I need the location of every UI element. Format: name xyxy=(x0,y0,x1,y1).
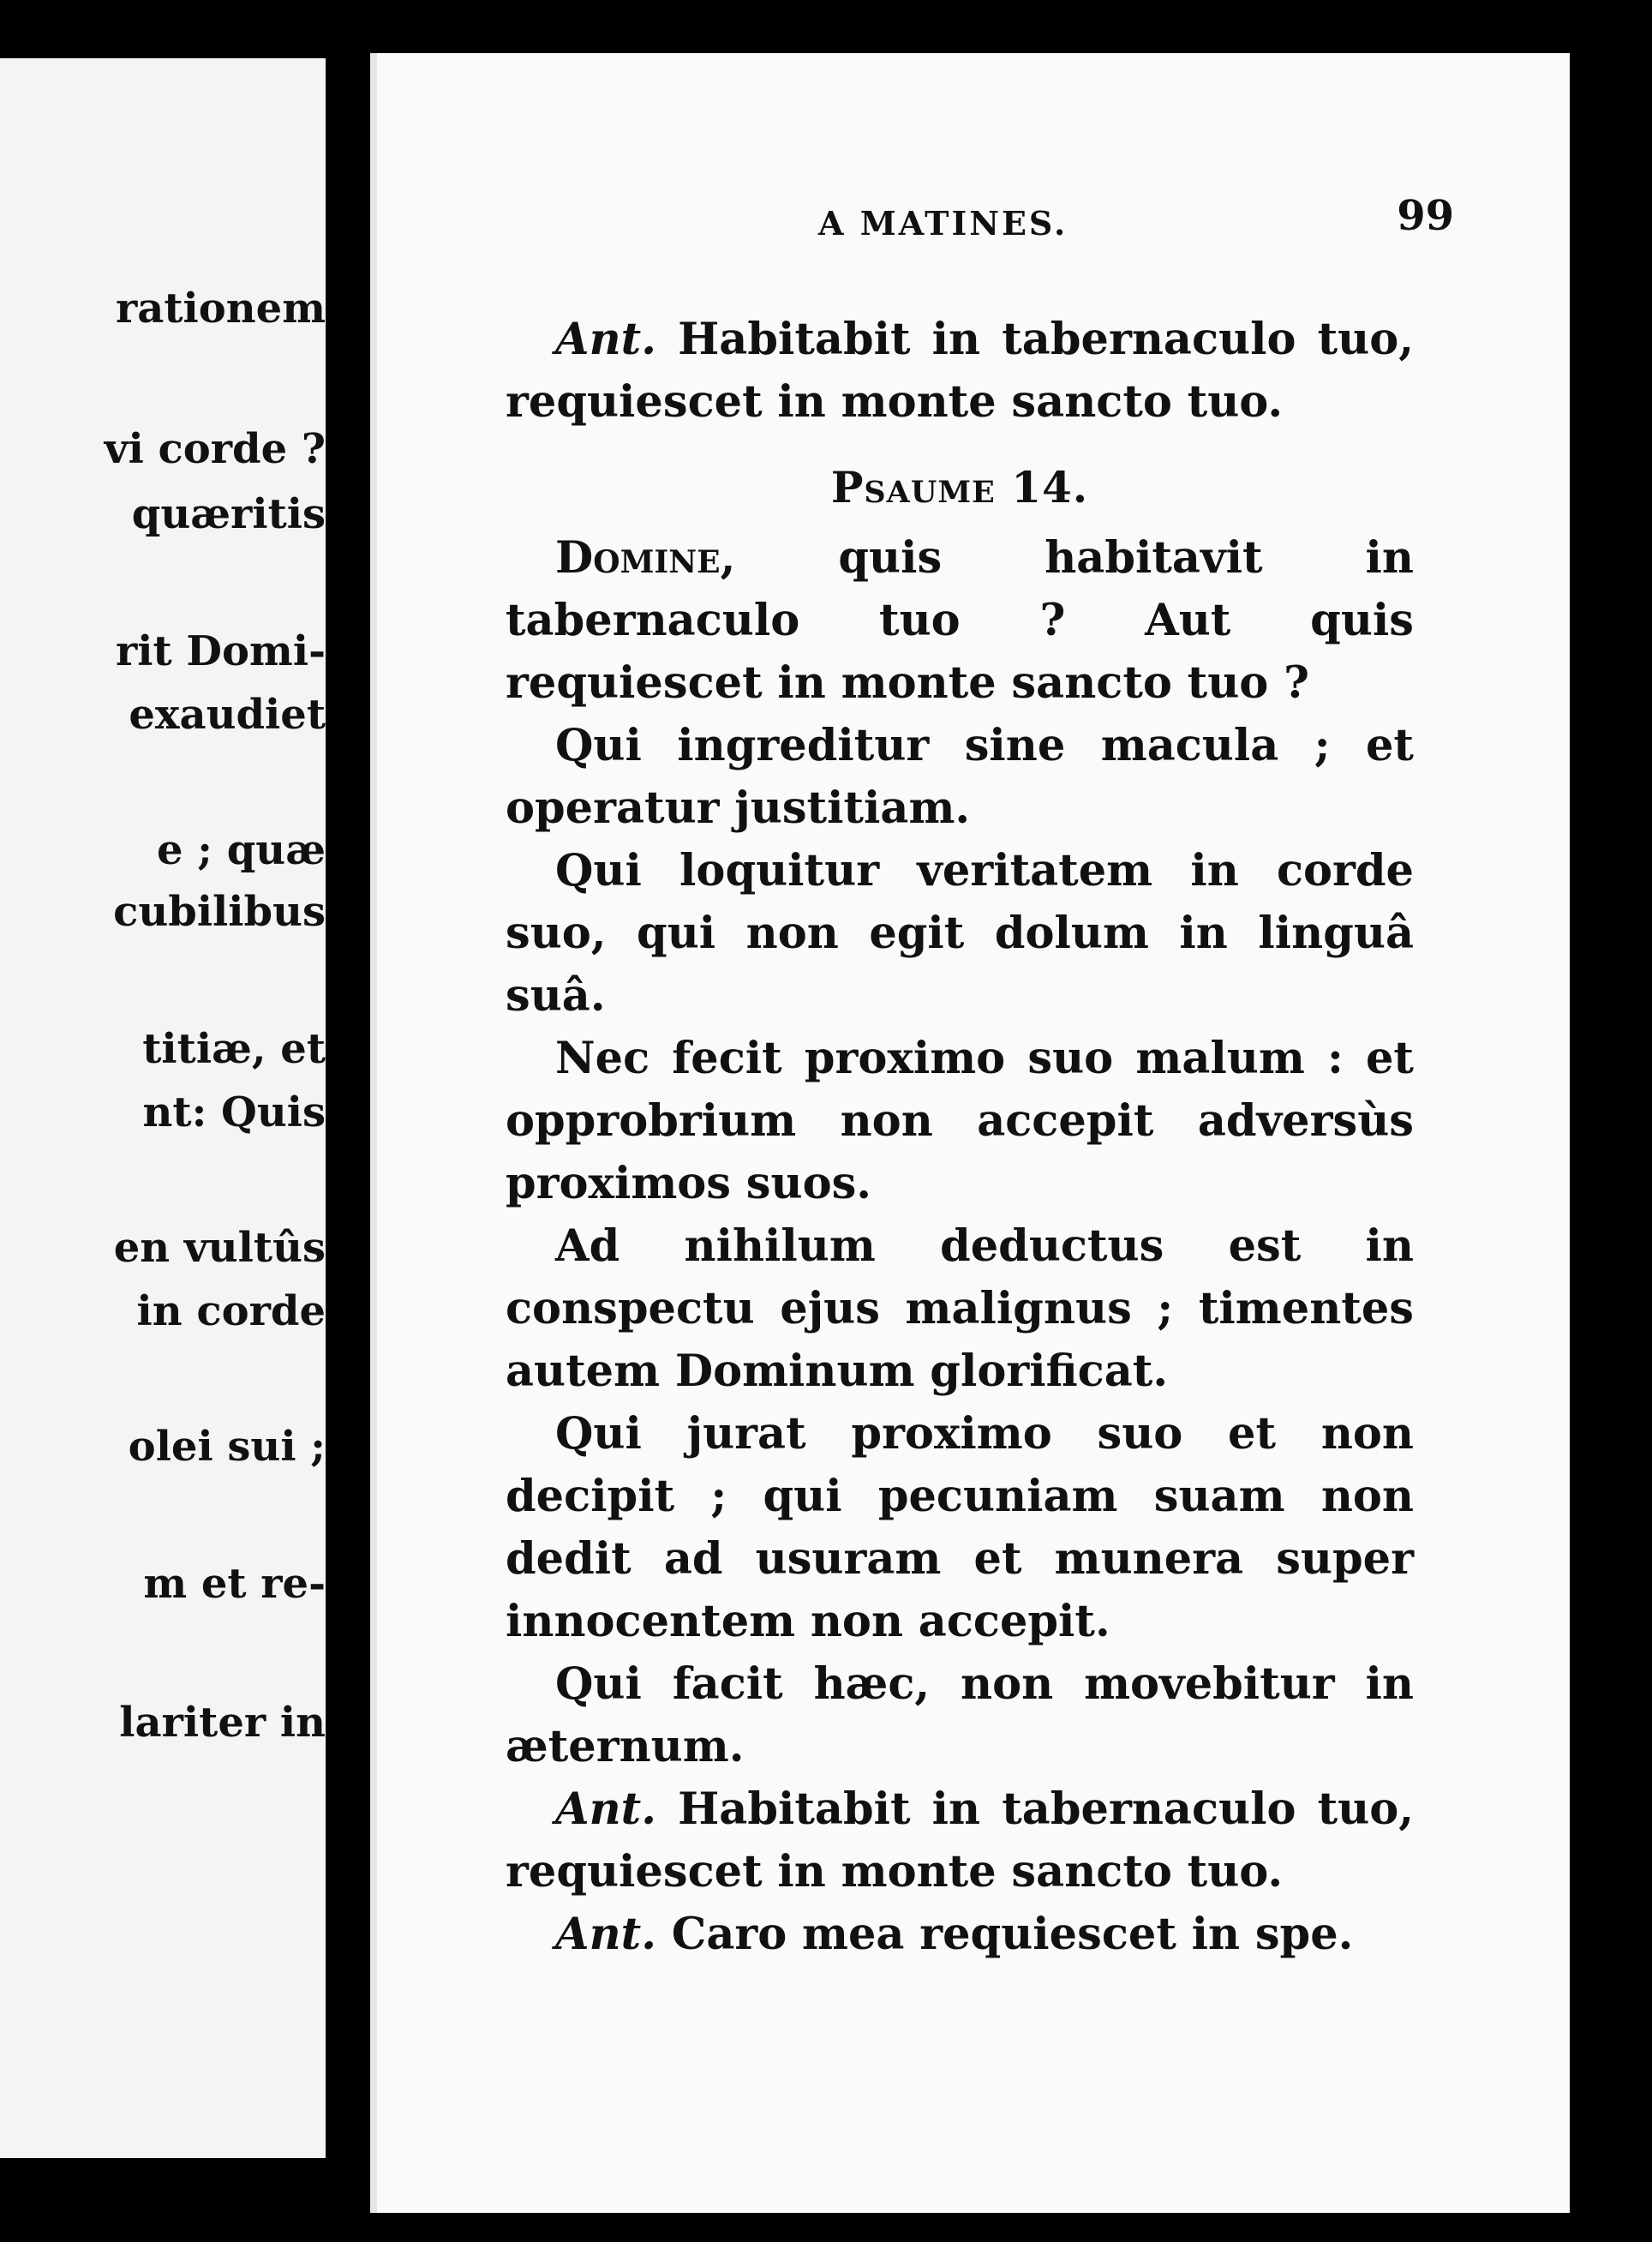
antiphon-text: Habitabit in tabernaculo tuo, requiescet in monte sancto tuo. xyxy=(506,314,1414,428)
running-head xyxy=(377,192,1570,252)
antiphon-text: Habitabit in tabernaculo tuo, requiescet in monte sancto tuo. xyxy=(506,1783,1414,1897)
left-line: cubilibus xyxy=(113,888,326,936)
running-head-title: A MATINES. xyxy=(818,204,1068,243)
left-line: m et re- xyxy=(143,1560,326,1608)
verse-text: quis habitavit in tabernaculo tuo ? Aut quis requiescet in monte sancto tuo ? xyxy=(506,532,1414,709)
left-line: quæritis xyxy=(131,490,326,538)
right-page xyxy=(370,53,1570,2213)
verse-text: Qui facit hæc, non movebitur in æternum. xyxy=(506,1658,1414,1772)
psalm-heading-text: Psaume 14. xyxy=(830,462,1089,513)
left-line: rit Domi- xyxy=(116,627,326,675)
psalm-verse xyxy=(506,715,1414,840)
verse-text: Nec fecit proximo suo malum : et opprobrium non accepit adversùs proximos suos. xyxy=(506,1033,1414,1209)
verse-text: Ad nihilum deductus est in conspectu ejus malignus ; timentes autem Dominum glorificat. xyxy=(506,1220,1414,1397)
psalm-verse xyxy=(506,1215,1414,1403)
left-line: lariter in xyxy=(119,1699,326,1747)
left-line: nt: Quis xyxy=(142,1088,326,1136)
psalm-verse xyxy=(506,527,1414,715)
psalm-heading xyxy=(506,456,1414,519)
page-number: 99 xyxy=(1397,192,1454,240)
left-line: in corde xyxy=(136,1287,326,1335)
left-line: exaudiet xyxy=(129,691,326,739)
antiphon-label: Ant. xyxy=(555,1783,656,1835)
left-page xyxy=(0,58,326,2158)
left-line: vi corde ? xyxy=(104,425,326,473)
antiphon xyxy=(506,1903,1414,1966)
left-line: e ; quæ xyxy=(157,826,326,874)
psalm-verse xyxy=(506,1653,1414,1778)
psalm-verse xyxy=(506,1028,1414,1215)
verse-text: Qui jurat proximo suo et non decipit ; qui pecuniam suam non dedit ad usuram et munera super innocentem non accepit. xyxy=(506,1408,1414,1647)
verse-text: Qui ingreditur sine macula ; et operatur justitiam. xyxy=(506,720,1414,834)
antiphon-text: Caro mea requiescet in spe. xyxy=(671,1909,1354,1960)
verse-lead: Domine, xyxy=(555,532,736,584)
left-line: titiæ, et xyxy=(142,1025,326,1073)
text-block xyxy=(506,309,1414,1966)
antiphon xyxy=(506,309,1414,434)
antiphon xyxy=(506,1778,1414,1903)
antiphon-label: Ant. xyxy=(555,1909,656,1960)
left-line: olei sui ; xyxy=(128,1423,326,1471)
psalm-verse xyxy=(506,1403,1414,1653)
psalm-verse xyxy=(506,840,1414,1028)
left-line: rationem xyxy=(115,285,326,333)
antiphon-label: Ant. xyxy=(555,314,656,365)
left-line: en vultûs xyxy=(113,1224,326,1272)
verse-text: Qui loquitur veritatem in corde suo, qui non egit dolum in linguâ suâ. xyxy=(506,845,1414,1022)
